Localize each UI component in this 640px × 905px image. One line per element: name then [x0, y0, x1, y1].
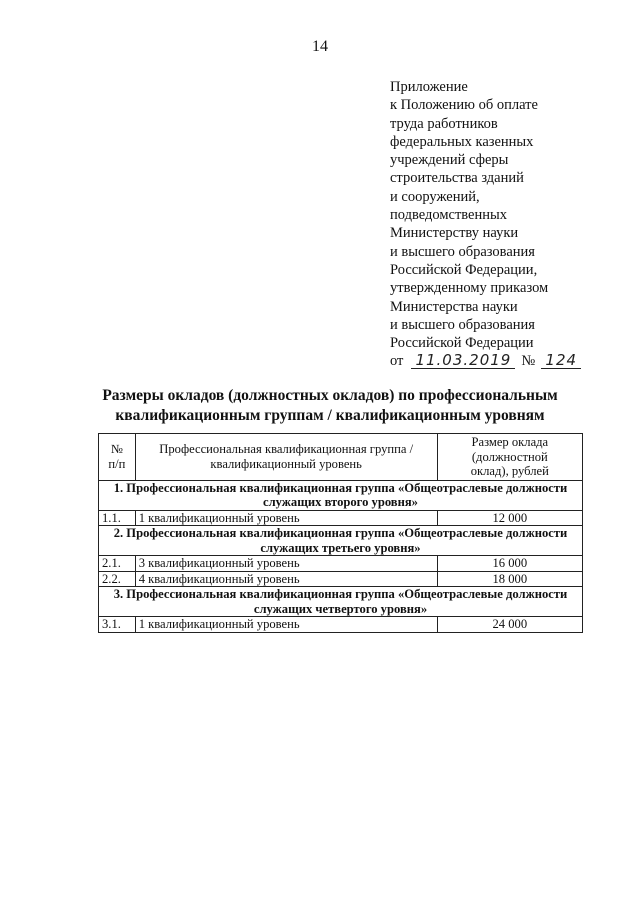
table-header-row	[99, 434, 583, 481]
table-row	[99, 510, 583, 526]
group-title-text: служащих четвертого уровня»	[253, 601, 428, 616]
appendix-line: к Положению об оплате	[390, 97, 538, 114]
appendix-line: Российской Федерации,	[390, 261, 538, 278]
row-salary: 24 000	[437, 617, 582, 633]
row-salary: 12 000	[437, 510, 582, 526]
group-title	[99, 587, 583, 617]
group-title-text: служащих второго уровня»	[263, 495, 418, 509]
handwritten-date: 11.03.2019	[411, 352, 515, 369]
row-salary: 16 000	[437, 556, 582, 572]
appendix-line: подведомственных	[390, 207, 507, 224]
number-prefix: №	[521, 353, 536, 370]
appendix-line: Приложение	[390, 79, 468, 95]
row-number: 1.1.	[99, 510, 136, 526]
table-row	[99, 556, 583, 572]
appendix-line: и сооружений,	[390, 188, 480, 205]
table-row	[99, 571, 583, 587]
title-line: квалификационным группам / квалификационным уровням	[115, 407, 545, 424]
group-title-text: 2. Профессиональная квалификационная группа «Общеотраслевые должности	[113, 526, 568, 540]
date-prefix: от	[390, 353, 404, 370]
order-date-line	[390, 352, 620, 370]
appendix-line: строительства зданий	[390, 170, 524, 187]
group-title-text: 1. Профессиональная квалификационная группа «Общеотраслевые должности	[113, 480, 568, 495]
group-row	[99, 526, 583, 556]
header-text: оклад), рублей	[470, 464, 549, 478]
appendix-block	[390, 78, 620, 371]
header-text: Профессиональная квалификационная группа /	[159, 442, 414, 457]
row-level: 1 квалификационный уровень	[135, 510, 437, 526]
row-number: 3.1.	[99, 617, 136, 633]
header-number	[99, 434, 136, 481]
appendix-line: и высшего образования	[390, 316, 535, 333]
appendix-line: Российской Федерации	[390, 335, 534, 352]
appendix-line: и высшего образования	[390, 243, 535, 260]
row-level: 3 квалификационный уровень	[135, 556, 437, 572]
row-salary: 18 000	[437, 571, 582, 587]
group-title-text: 3. Профессиональная квалификационная группа «Общеотраслевые должности	[113, 587, 568, 601]
document-title	[60, 386, 600, 426]
appendix-line: учреждений сферы	[390, 152, 509, 169]
header-salary	[437, 434, 582, 481]
handwritten-order-number: 124	[541, 352, 581, 369]
appendix-line: утвержденному приказом	[390, 280, 549, 297]
appendix-line: Министерству науки	[390, 225, 519, 242]
appendix-line: федеральных казенных	[390, 133, 534, 150]
header-text: Размер оклада (должностной	[471, 435, 549, 464]
header-text: п/п	[108, 456, 126, 471]
appendix-line: Министерства науки	[390, 298, 518, 315]
group-title	[99, 480, 583, 510]
group-row	[99, 480, 583, 510]
row-level: 1 квалификационный уровень	[135, 617, 437, 633]
row-level: 4 квалификационный уровень	[135, 571, 437, 587]
row-number: 2.2.	[99, 571, 136, 587]
salary-table	[98, 433, 583, 633]
appendix-line: труда работников	[390, 115, 498, 132]
group-title	[99, 526, 583, 556]
title-line: Размеры окладов (должностных окладов) по профессиональным	[102, 387, 558, 404]
group-row	[99, 587, 583, 617]
table-row	[99, 617, 583, 633]
header-group	[135, 434, 437, 481]
header-text: №	[110, 442, 123, 457]
row-number: 2.1.	[99, 556, 136, 572]
group-title-text: служащих третьего уровня»	[260, 540, 421, 555]
page-number: 14	[312, 38, 328, 55]
header-text: квалификационный уровень	[210, 456, 362, 471]
